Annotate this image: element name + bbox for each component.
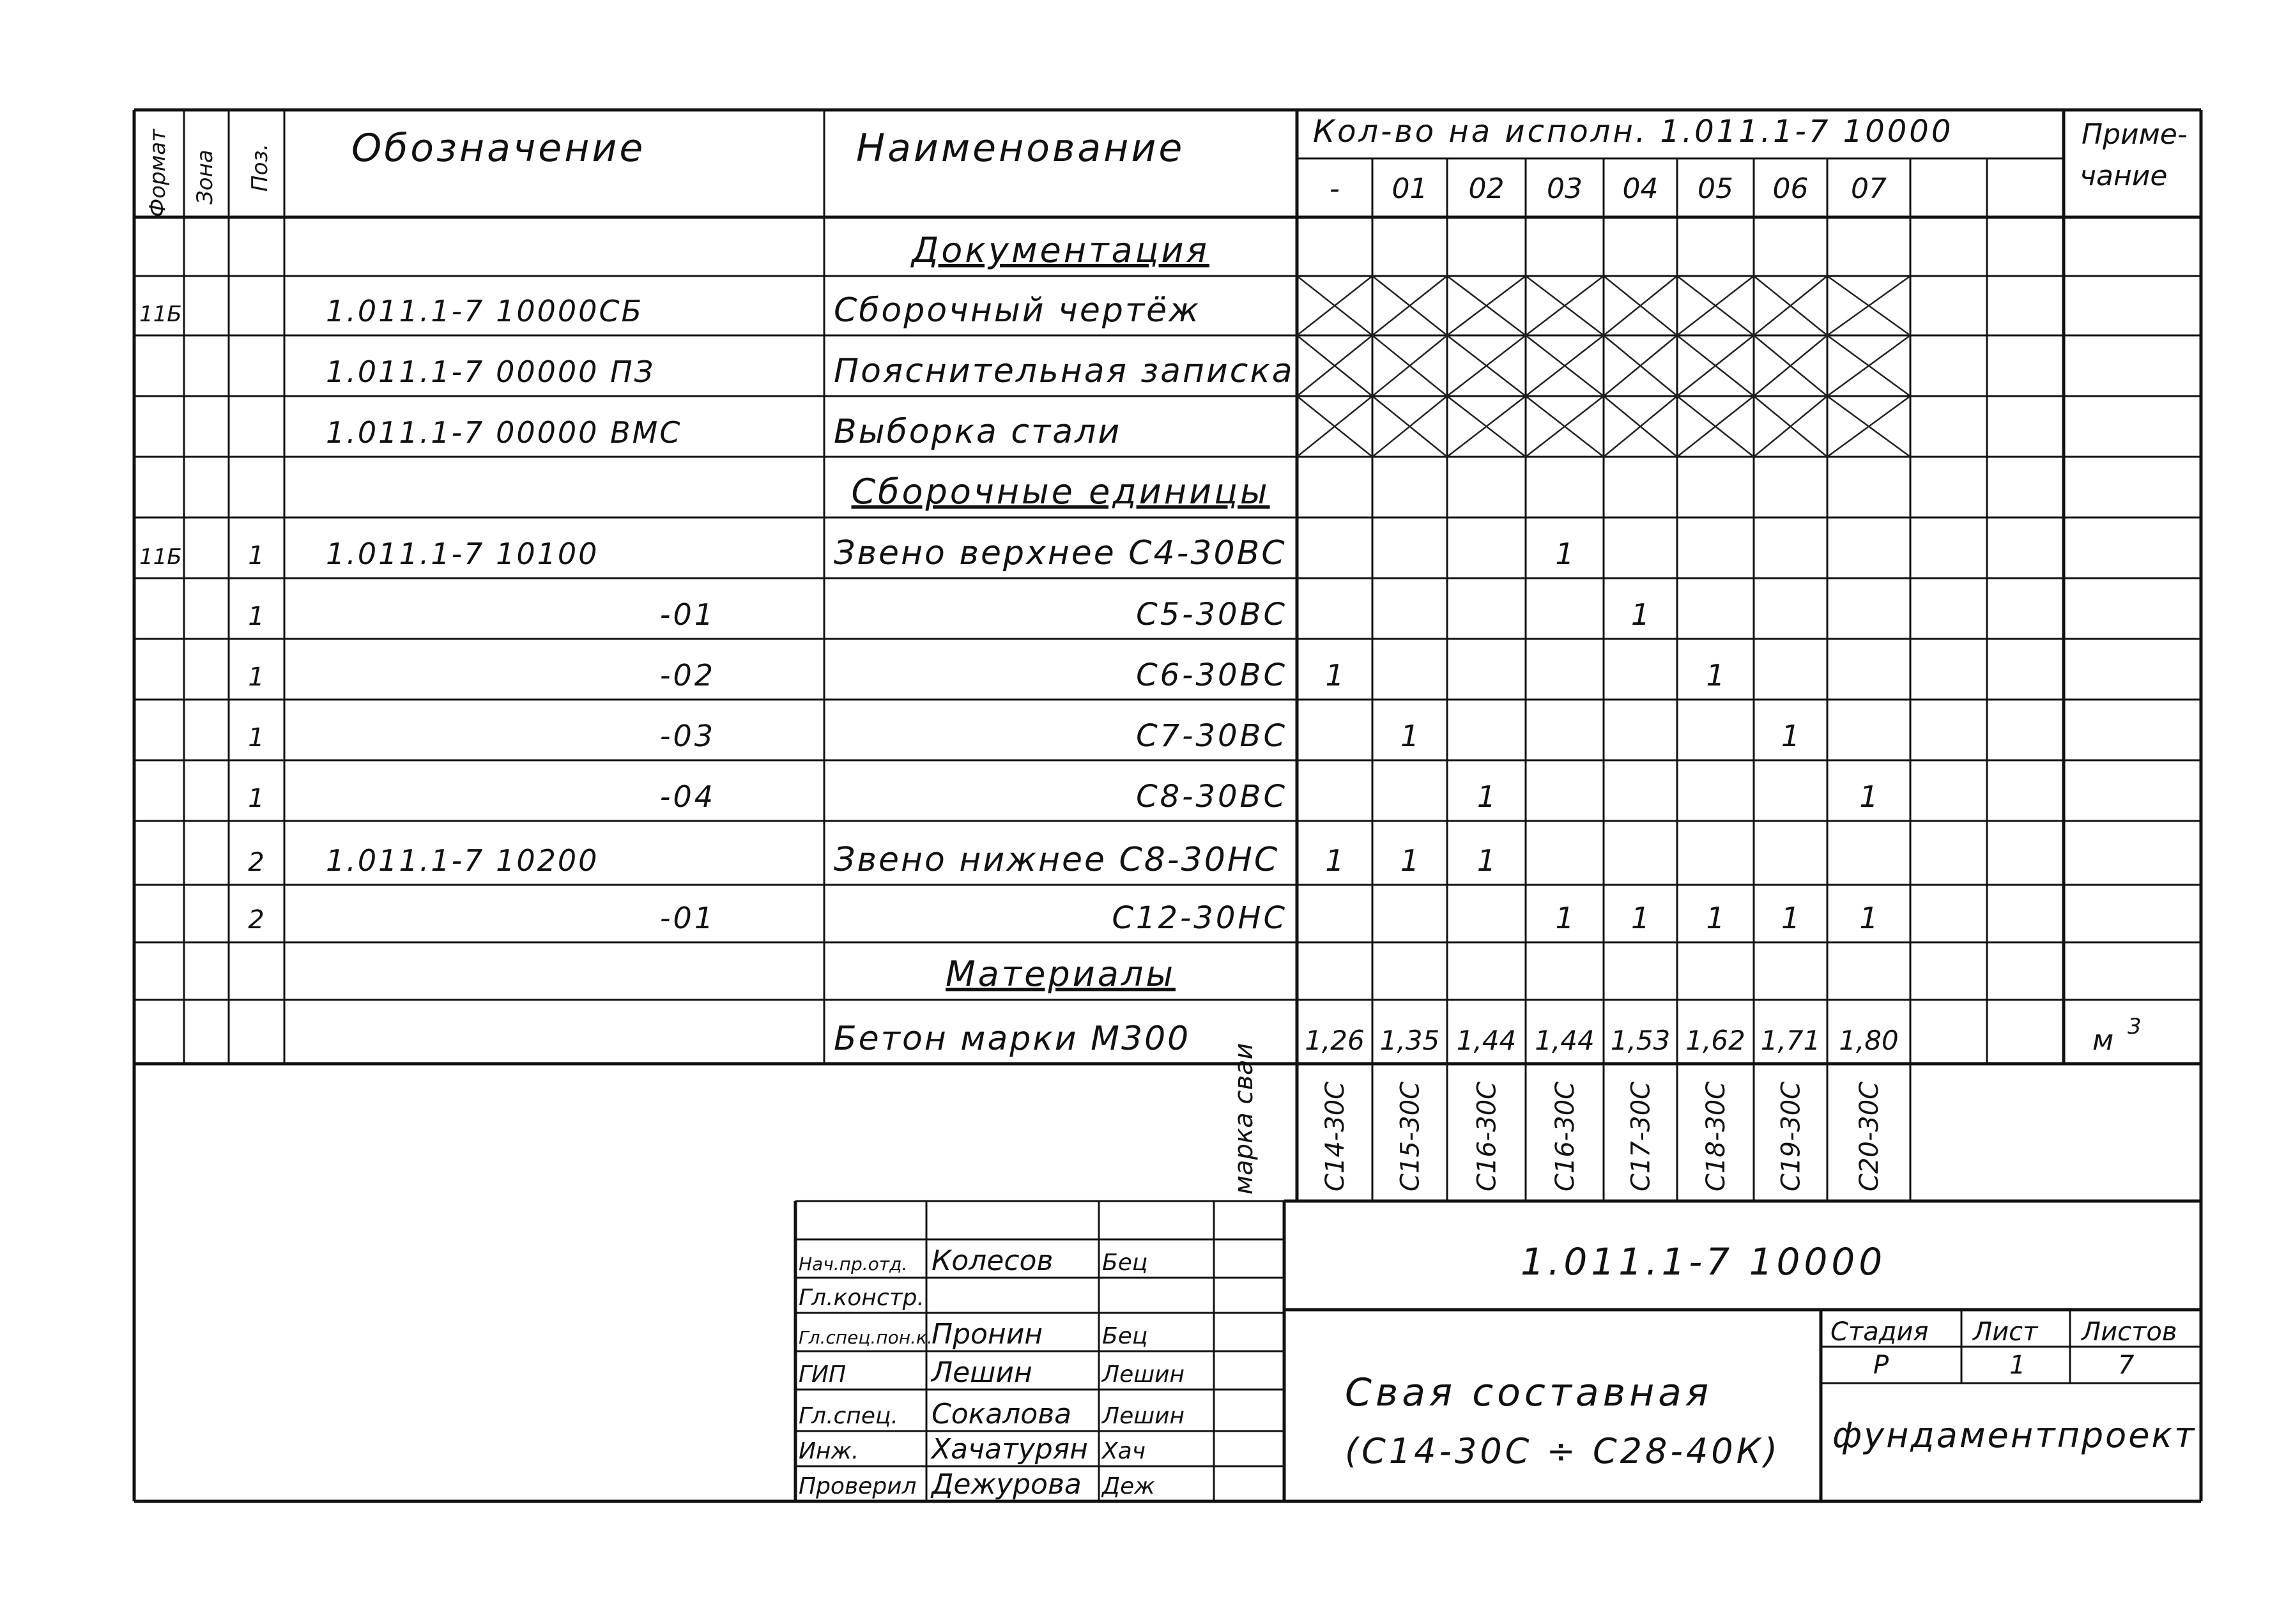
pile-mark: С16-30С (1472, 1081, 1502, 1191)
qty-cell: 1 (1706, 658, 1725, 693)
qty-cell: 1,35 (1379, 1025, 1440, 1056)
header-designation: Обозначение (351, 126, 646, 171)
doc-title-line1: Свая составная (1345, 1370, 1713, 1415)
sign-name: Пронин (932, 1318, 1043, 1351)
table-rows (139, 230, 2142, 1058)
cell-pos: 1 (248, 602, 265, 631)
sheet-value: 1 (2009, 1351, 2026, 1380)
cell-pos: 1 (248, 723, 265, 753)
variant-header-0: - (1330, 172, 1340, 205)
sheet-label: Лист (1973, 1317, 2038, 1347)
table-header (145, 114, 2188, 217)
signature-table (799, 1245, 1185, 1501)
cell-designation: -02 (659, 658, 716, 693)
cell-name: С7-30ВС (1136, 718, 1287, 754)
sign-role: Нач.пр.отд. (799, 1253, 908, 1275)
header-qty-title: Кол-во на исполн. 1.011.1-7 10000 (1313, 114, 1954, 149)
header-format: Формат (145, 129, 171, 217)
cell-name: С8-30ВС (1136, 779, 1287, 815)
sign-role: Гл.спец. (799, 1403, 898, 1429)
cell-name: С12-30НС (1112, 900, 1287, 936)
qty-cell: 1,71 (1760, 1025, 1821, 1056)
pile-mark-label: марка сваи (1229, 1043, 1259, 1195)
cell-name: Пояснительная записка (834, 352, 1294, 390)
sign-role: Гл.констр. (799, 1285, 924, 1311)
qty-cell: 1 (1859, 901, 1878, 935)
variant-header-4: 04 (1622, 172, 1659, 205)
pile-mark: С20-30С (1855, 1081, 1884, 1191)
cell-designation: 1.011.1-7 00000 ПЗ (326, 355, 656, 389)
variant-header-3: 03 (1547, 172, 1583, 205)
qty-cell: 1,44 (1535, 1025, 1595, 1056)
section-title: Сборочные единицы (851, 471, 1270, 512)
cell-pos: 1 (248, 541, 265, 571)
qty-cell: 1 (1325, 658, 1344, 693)
cell-format: 11Б (139, 544, 182, 570)
cell-pos: 2 (248, 905, 265, 935)
cell-name: Звено верхнее С4-30ВС (834, 534, 1287, 572)
qty-cell: 1 (1859, 779, 1878, 814)
qty-cell: 1 (1781, 719, 1800, 753)
sign-signature: Деж (1102, 1473, 1155, 1499)
header-name: Наименование (856, 126, 1185, 171)
pile-mark: С19-30С (1776, 1081, 1806, 1191)
qty-cell: 1 (1400, 843, 1420, 878)
qty-cell: 1 (1400, 719, 1420, 753)
pile-mark: С18-30С (1701, 1081, 1731, 1191)
qty-cell: 1,26 (1305, 1025, 1365, 1056)
cell-designation: -01 (659, 597, 716, 632)
sheets-value: 7 (2118, 1351, 2135, 1380)
header-zone: Зона (192, 149, 218, 204)
sign-signature: Лешин (1102, 1403, 1185, 1429)
cell-pos: 1 (248, 663, 265, 692)
qty-cell: 1 (1476, 843, 1496, 878)
cell-name: С6-30ВС (1136, 657, 1287, 693)
pile-marks (1321, 1082, 1884, 1191)
cell-designation: -03 (659, 719, 716, 753)
organization: фундаментпроект (1832, 1415, 2197, 1455)
cell-designation: -01 (659, 901, 716, 935)
cell-designation: 1.011.1-7 10200 (326, 843, 599, 878)
qty-cell: 1,80 (1839, 1025, 1899, 1056)
title-block (799, 1240, 2197, 1501)
cell-name: Выборка стали (834, 413, 1122, 451)
cell-name: Бетон марки М300 (834, 1020, 1191, 1058)
cell-designation: 1.011.1-7 10000СБ (326, 294, 644, 328)
qty-cell: 1 (1555, 901, 1574, 935)
cell-designation: 1.011.1-7 10100 (326, 537, 599, 571)
stage-label: Стадия (1830, 1317, 1929, 1347)
cell-name: Сборочный чертёж (834, 291, 1200, 330)
cell-note: м (2092, 1024, 2114, 1057)
sign-role: Проверил (799, 1473, 917, 1499)
header-note-line2: чание (2080, 160, 2168, 192)
qty-cell: 1 (1555, 537, 1574, 571)
sign-name: Хачатурян (932, 1433, 1088, 1466)
qty-cell: 1 (1630, 901, 1650, 935)
sign-name: Лешин (932, 1356, 1032, 1389)
cell-format: 11Б (139, 302, 182, 327)
variant-header-7: 07 (1851, 172, 1887, 205)
variant-header-1: 01 (1392, 172, 1428, 205)
cell-note-sup: 3 (2128, 1014, 2142, 1039)
sign-role: Инж. (799, 1438, 859, 1464)
sign-signature: Хач (1102, 1438, 1146, 1464)
qty-cell: 1,53 (1610, 1025, 1671, 1056)
sign-name: Колесов (932, 1245, 1054, 1277)
sign-signature: Бец (1102, 1250, 1148, 1276)
cell-designation: 1.011.1-7 00000 ВМС (326, 415, 682, 450)
sign-name: Дежурова (932, 1468, 1082, 1501)
sign-role: Гл.спец.пон.к. (799, 1327, 933, 1348)
sign-role: ГИП (799, 1361, 847, 1388)
variant-headers (1330, 172, 1887, 205)
qty-cell: 1 (1325, 843, 1344, 878)
section-title: Материалы (946, 954, 1176, 994)
pile-mark: С15-30С (1395, 1081, 1425, 1191)
section-title: Документация (912, 230, 1209, 270)
sign-signature: Бец (1102, 1323, 1148, 1349)
cell-pos: 2 (248, 848, 265, 877)
header-pos: Поз. (247, 143, 273, 192)
stage-value: Р (1873, 1351, 1889, 1380)
qty-cell: 1 (1781, 901, 1800, 935)
sheets-label: Листов (2082, 1317, 2177, 1347)
variant-header-6: 06 (1772, 172, 1809, 205)
cell-name: Звено нижнее С8-30НС (834, 841, 1280, 879)
qty-cell: 1,44 (1456, 1025, 1517, 1056)
pile-mark: С14-30С (1321, 1081, 1350, 1191)
qty-cell: 1 (1476, 779, 1496, 814)
sign-signature: Лешин (1102, 1361, 1185, 1388)
cell-pos: 1 (248, 784, 265, 813)
cell-designation: -04 (659, 779, 716, 814)
qty-cell: 1 (1706, 901, 1725, 935)
doc-code: 1.011.1-7 10000 (1521, 1240, 1887, 1283)
sign-name: Сокалова (932, 1398, 1072, 1430)
doc-title-line2: (С14-30С ÷ С28-40К) (1345, 1431, 1781, 1471)
qty-cell: 1,62 (1685, 1025, 1745, 1056)
variant-header-2: 02 (1468, 172, 1505, 205)
qty-cell: 1 (1630, 597, 1650, 632)
pile-mark: С17-30С (1626, 1081, 1656, 1191)
pile-mark: С16-30С (1551, 1081, 1580, 1191)
variant-header-5: 05 (1698, 172, 1733, 205)
cell-name: С5-30ВС (1136, 597, 1287, 632)
header-note-line1: Приме- (2082, 118, 2188, 151)
